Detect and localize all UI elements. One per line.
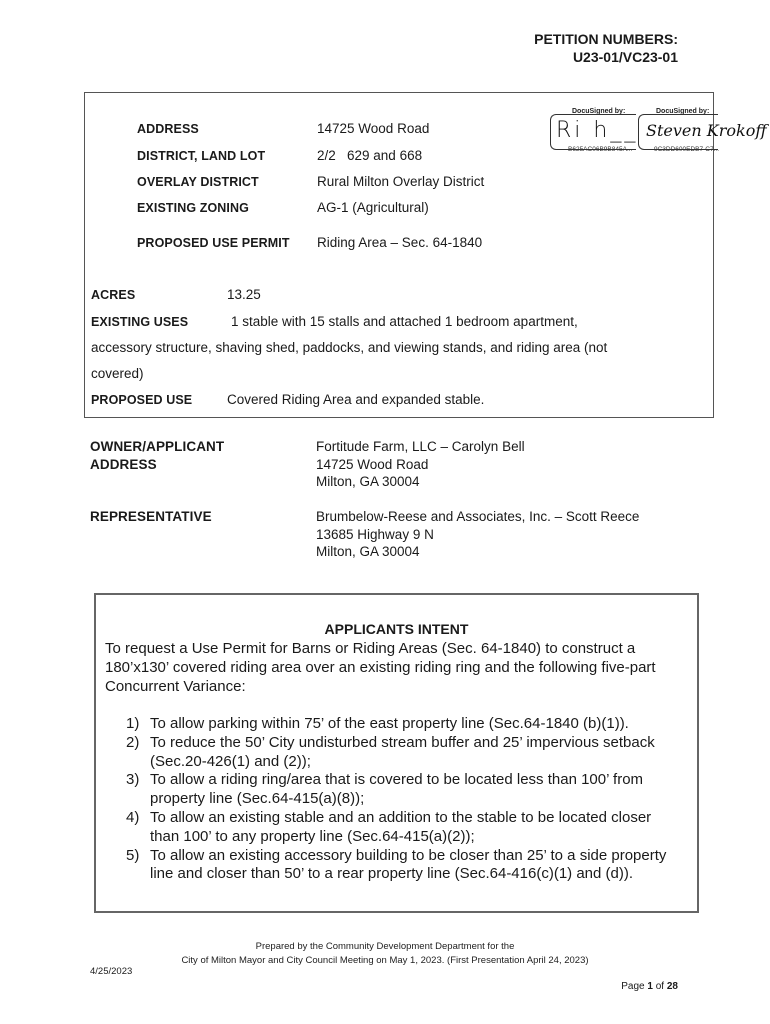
- owner-city: Milton, GA 30004: [316, 474, 420, 489]
- footer-line-1: Prepared by the Community Development Department for the: [255, 941, 515, 952]
- address-label: ADDRESS: [137, 122, 199, 136]
- existing-uses-label: EXISTING USES: [91, 315, 189, 329]
- signature-id: 9C3DD600EDB7-C7...: [654, 146, 720, 153]
- docusign-signature-1: [548, 108, 640, 154]
- list-item-text: To allow an existing stable and an addition to the stable to be located closer than 100’ to any property line (Sec.64-415(a)(2));: [150, 808, 652, 845]
- intent-title: APPLICANTS INTENT: [324, 621, 469, 637]
- district-label: DISTRICT, LAND LOT: [137, 149, 266, 163]
- overlay-value: Rural Milton Overlay District: [317, 174, 485, 189]
- representative-street: 13685 Highway 9 N: [316, 526, 434, 542]
- acres-label: ACRES: [91, 288, 136, 302]
- page-of: of: [652, 981, 667, 992]
- owner-address-label: ADDRESS: [90, 456, 157, 472]
- acres-value: 13.25: [227, 287, 261, 302]
- list-item: [126, 809, 681, 847]
- representative-details: [316, 508, 639, 561]
- list-item-number: 5): [126, 846, 140, 864]
- owner-name: Fortitude Farm, LLC – Carolyn Bell: [316, 439, 525, 454]
- docusign-signature-2: [636, 108, 767, 154]
- page-current: 1: [647, 981, 653, 992]
- overlay-label: OVERLAY DISTRICT: [137, 175, 259, 189]
- signature-header: DocuSigned by:: [656, 108, 710, 115]
- proposed-use-label: PROPOSED USE: [91, 393, 193, 407]
- list-item: [126, 771, 681, 809]
- page-total: 28: [666, 981, 678, 992]
- owner-label: OWNER/APPLICANT: [90, 439, 225, 454]
- zoning-value: AG-1 (Agricultural): [317, 200, 429, 215]
- representative-city: Milton, GA 30004: [316, 544, 420, 559]
- permit-label: PROPOSED USE PERMIT: [137, 236, 290, 250]
- signature-script: Ri h__: [556, 118, 639, 143]
- owner-details: [316, 438, 525, 491]
- permit-value: Riding Area – Sec. 64-1840: [317, 235, 483, 250]
- list-item-text: To allow a riding ring/area that is covered to be located less than 100’ from property line (Sec.64-415(a)(8));: [150, 771, 644, 808]
- owner-street: 14725 Wood Road: [316, 456, 429, 472]
- signature-script: Steven Krokoff: [646, 121, 767, 140]
- representative-name: Brumbelow-Reese and Associates, Inc. – Scott Reece: [316, 509, 640, 524]
- intent-box: [94, 593, 699, 913]
- petition-label: PETITION NUMBERS:: [534, 31, 678, 47]
- representative-label: REPRESENTATIVE: [90, 509, 212, 524]
- list-item-text: To allow an existing accessory building to be closer than 25’ to a side property line and closer than 50’ to a rear property line (Sec.64-416(c)(1) and (d)).: [150, 846, 667, 883]
- existing-uses-line3: covered): [91, 366, 144, 381]
- list-item: [126, 715, 681, 734]
- owner-labels: [90, 438, 224, 473]
- signature-header: DocuSigned by:: [572, 108, 626, 115]
- variance-list: [126, 715, 681, 884]
- petition-numbers: [534, 30, 678, 66]
- list-item-number: 1): [126, 715, 140, 732]
- list-item-number: 3): [126, 771, 140, 789]
- footer-line-2: City of Milton Mayor and City Council Meeting on May 1, 2023. (First Presentation April 24, 2023): [181, 955, 589, 966]
- list-item: [126, 847, 681, 885]
- footer-date: 4/25/2023: [90, 966, 133, 977]
- page-prefix: Page: [621, 981, 648, 992]
- intent-body: To request a Use Permit for Barns or Riding Areas (Sec. 64-1840) to construct a 180’x130’ covered riding area over an existing riding ring and the following five-part Concurrent Variance:: [105, 640, 656, 695]
- list-item-text: To allow parking within 75’ of the east property line (Sec.64-1840 (b)(1)).: [150, 715, 629, 732]
- list-item: [126, 734, 681, 772]
- zoning-label: EXISTING ZONING: [137, 201, 249, 215]
- list-item-number: 2): [126, 733, 140, 751]
- list-item-number: 4): [126, 808, 140, 826]
- address-value: 14725 Wood Road: [317, 121, 430, 136]
- existing-uses-line1: 1 stable with 15 stalls and attached 1 bedroom apartment,: [231, 314, 578, 329]
- existing-uses-line2: accessory structure, shaving shed, paddocks, and viewing stands, and riding area (not: [91, 340, 608, 355]
- list-item-text: To reduce the 50’ City undisturbed stream buffer and 25’ impervious setback (Sec.20-426(1) and (2));: [150, 733, 655, 770]
- page-number: [621, 981, 678, 992]
- district-value: 2/2 629 and 668: [317, 148, 423, 163]
- petition-value: U23-01/VC23-01: [572, 49, 678, 65]
- signature-id: B625AC06B9B845A...: [568, 146, 633, 153]
- proposed-use-value: Covered Riding Area and expanded stable.: [227, 392, 485, 407]
